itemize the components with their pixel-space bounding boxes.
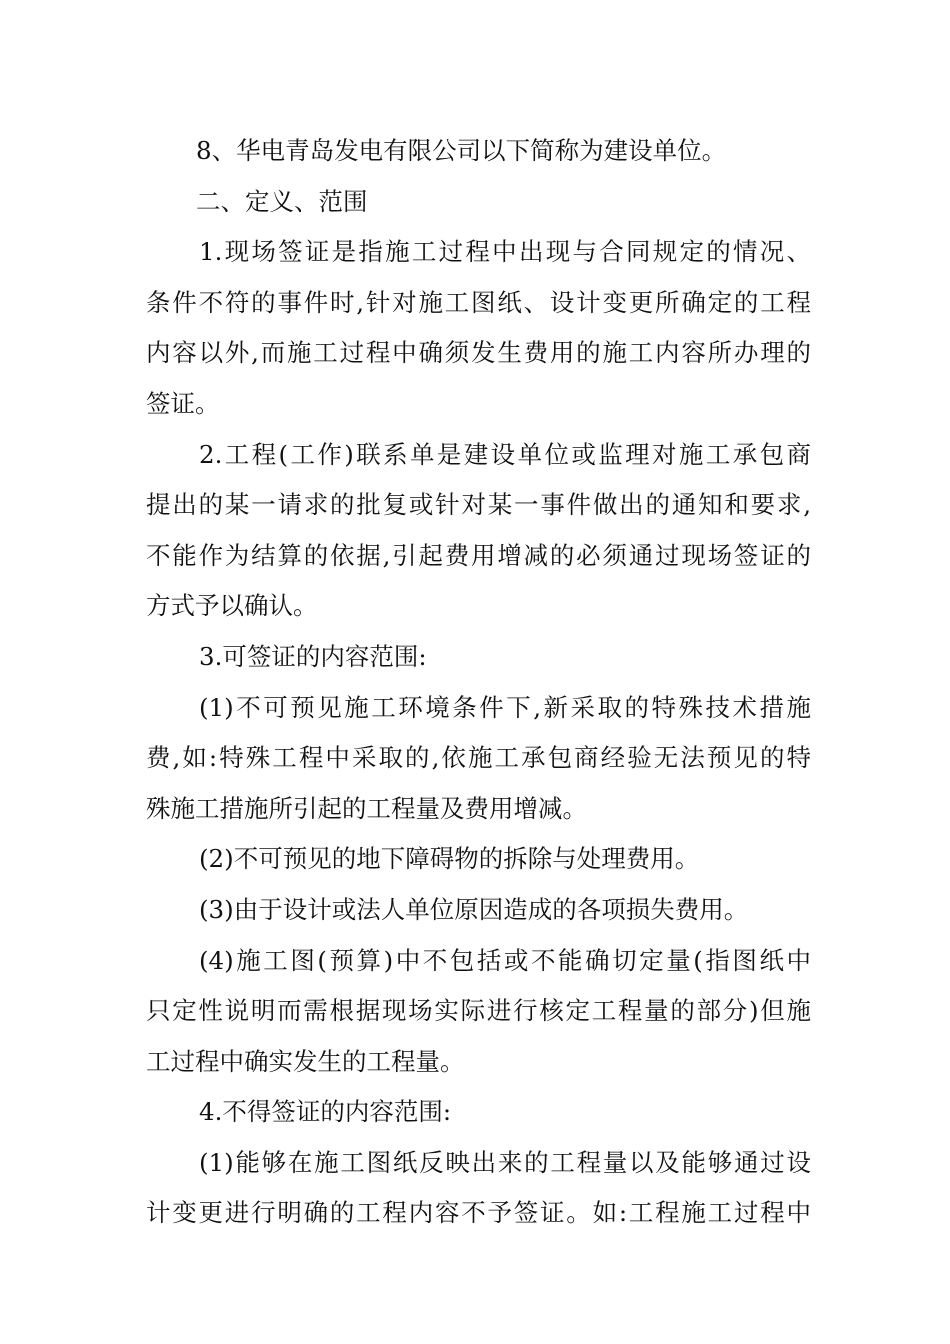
paragraph-line: 内容以外,而施工过程中确须发生费用的施工内容所办理的 <box>146 338 811 368</box>
paragraph-line: 方式予以确认。 <box>146 591 318 621</box>
paragraph-line: 提出的某一请求的批复或针对某一事件做出的通知和要求, <box>146 490 811 520</box>
paragraph-line: 2.工程(工作)联系单是建设单位或监理对施工承包商 <box>199 439 811 469</box>
paragraph-line: 不能作为结算的依据,引起费用增减的必须通过现场签证的 <box>146 540 811 570</box>
paragraph-line: (1)不可预见施工环境条件下,新采取的特殊技术措施 <box>199 692 811 722</box>
paragraph-line: 1.现场签证是指施工过程中出现与合同规定的情况、 <box>199 237 811 267</box>
paragraph-line: 8、华电青岛发电有限公司以下简称为建设单位。 <box>196 136 727 165</box>
paragraph-line: (2)不可预见的地下障碍物的拆除与处理费用。 <box>199 844 700 874</box>
paragraph-line: (4)施工图(预算)中不包括或不能确切定量(指图纸中 <box>199 945 811 975</box>
paragraph-line: (1)能够在施工图纸反映出来的工程量以及能够通过设 <box>199 1147 811 1177</box>
subsection-heading: 3.可签证的内容范围: <box>199 641 427 671</box>
paragraph-line: 计变更进行明确的工程内容不予签证。如:工程施工过程中 <box>146 1198 811 1228</box>
paragraph-line: 签证。 <box>146 388 220 418</box>
paragraph-line: 费,如:特殊工程中采取的,依施工承包商经验无法预见的特 <box>146 743 811 773</box>
subsection-heading: 4.不得签证的内容范围: <box>199 1097 452 1127</box>
section-heading: 二、定义、范围 <box>196 186 368 216</box>
paragraph-line: (3)由于设计或法人单位原因造成的各项损失费用。 <box>199 894 749 924</box>
paragraph-line: 条件不符的事件时,针对施工图纸、设计变更所确定的工程 <box>146 287 811 317</box>
paragraph-line: 殊施工措施所引起的工程量及费用增减。 <box>146 793 587 823</box>
document-body <box>146 126 811 1239</box>
paragraph-line: 工过程中确实发生的工程量。 <box>146 1046 465 1076</box>
paragraph-line: 只定性说明而需根据现场实际进行核定工程量的部分)但施 <box>146 996 811 1026</box>
